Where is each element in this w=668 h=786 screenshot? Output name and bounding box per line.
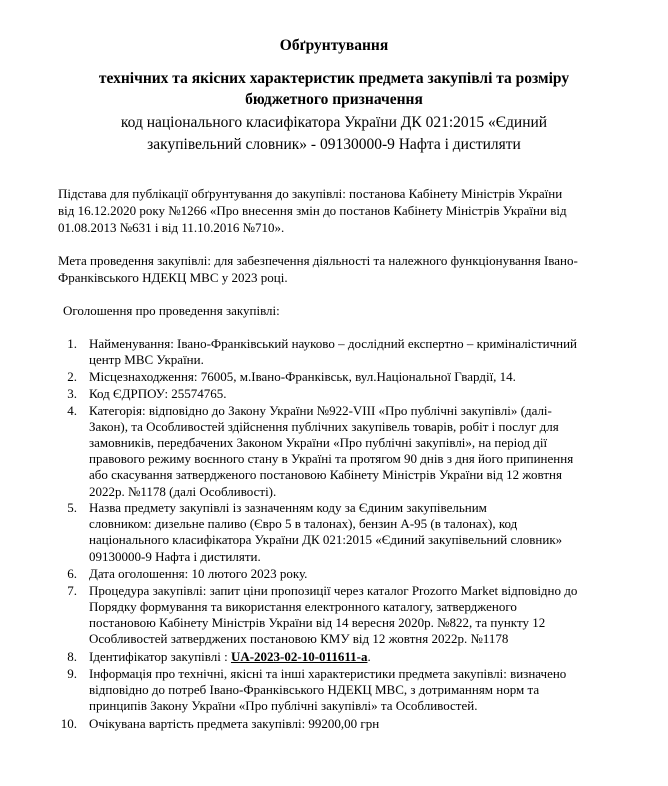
document-title: Обґрунтування [279, 37, 389, 54]
list-item-number: 8. [67, 649, 77, 664]
subtitle-line-1: технічних та якісних характеристик предмета закупівлі та розміру [98, 70, 570, 87]
list-item-line: або скасування затвердженого постановою Кабінету Міністрів України від 12 жовтня [89, 467, 562, 482]
list-item-number: 3. [67, 386, 77, 401]
announcement-heading: Оголошення про проведення закупівлі: [63, 303, 280, 318]
procurement-identifier: UA-2023-02-10-011611-a [230, 649, 368, 664]
list-item-line: Особливостей затверджених постановою КМУ від 12 жовтня 2022р. №1178 [89, 631, 509, 646]
identifier-label: Ідентифікатор закупівлі : [89, 649, 231, 664]
code-line-2: закупівельний словник» - 09130000-9 Нафта і дистиляти [147, 136, 521, 153]
basis-line-2: від 16.12.2020 року №1266 «Про внесення змін до постанов Кабінету Міністрів України від [58, 203, 567, 218]
basis-line-3: 01.08.2013 №631 і від 11.10.2016 №710». [58, 220, 285, 235]
list-item-line: словником: дизельне паливо (Євро 5 в талонах), бензин А-95 (в талонах), код [89, 516, 518, 531]
list-item-line: замовників, передбачених Законом України «Про публічні закупівлі», на період дії [89, 435, 548, 450]
list-item-line: відповідно до потреб Івано-Франківського НДЕКЦ МВС, з дотриманням норм та [89, 682, 540, 697]
list-item-line: Закон), та Особливостей здійснення публічних закупівель товарів, робіт і послуг для [89, 419, 559, 434]
list-item-number: 9. [67, 666, 77, 681]
list-item-line: принципів Закону України «Про публічні закупівлі» та Особливостей. [89, 698, 478, 713]
list-item-number: 2. [67, 369, 77, 384]
list-item-line: Найменування: Івано-Франківський науково – дослідний експертно – криміналістичний [89, 336, 577, 351]
list-item-number: 5. [67, 500, 77, 515]
list-item-number: 7. [67, 583, 77, 598]
list-item-line: правового режиму воєнного стану в Україні та протягом 90 днів з дня його припинення [89, 451, 574, 466]
list-item-line: національного класифікатора України ДК 021:2015 «Єдиний закупівельний словник» [89, 532, 563, 547]
code-line-1: код національного класифікатора України ДК 021:2015 «Єдиний [120, 114, 548, 131]
list-item-line: Місцезнаходження: 76005, м.Івано-Франківськ, вул.Національної Гвардії, 14. [89, 369, 516, 384]
list-item-line: постановою Кабінету Міністрів України від 14 вересня 2020р. №822, та пункту 12 [89, 615, 546, 630]
list-item-line: Категорія: відповідно до Закону України №922-VIII «Про публічні закупівлі» (далі- [89, 403, 552, 418]
list-item-line: Інформація про технічні, якісні та інші характеристики предмета закупівлі: визначено [89, 666, 567, 681]
list-item-number: 4. [67, 403, 77, 418]
list-item-line: 09130000-9 Нафта і дистиляти. [89, 549, 261, 564]
identifier-period: . [367, 649, 371, 664]
basis-line-1: Підстава для публікації обґрунтування до закупівлі: постанова Кабінету Міністрів України [58, 186, 563, 201]
list-item-line: Порядку формування та використання електронного каталогу, затвердженого [89, 599, 517, 614]
subtitle-line-2: бюджетного призначення [245, 91, 423, 108]
list-item-line: Процедура закупівлі: запит ціни пропозиції через каталог Prozorro Market відповідно до [89, 583, 578, 598]
list-item-line: центр МВС України. [89, 352, 204, 367]
list-item-line: 2022р. №1178 (далі Особливості). [89, 484, 277, 499]
list-item-number: 1. [67, 336, 77, 351]
list-item-number: 10. [60, 716, 77, 731]
list-item-line: Назва предмету закупівлі із зазначенням коду за Єдиним закупівельним [89, 500, 487, 515]
list-item-number: 6. [67, 566, 77, 581]
purpose-line-2: Франківського НДЕКЦ МВС у 2023 році. [58, 270, 288, 285]
purpose-line-1: Мета проведення закупівлі: для забезпечення діяльності та належного функціонування Івано- [58, 253, 578, 268]
identifier-line [89, 649, 371, 665]
list-item-line: Очікувана вартість предмета закупівлі: 99200,00 грн [89, 716, 380, 731]
list-item-line: Код ЄДРПОУ: 25574765. [89, 386, 227, 401]
list-item-line: Дата оголошення: 10 лютого 2023 року. [89, 566, 308, 581]
